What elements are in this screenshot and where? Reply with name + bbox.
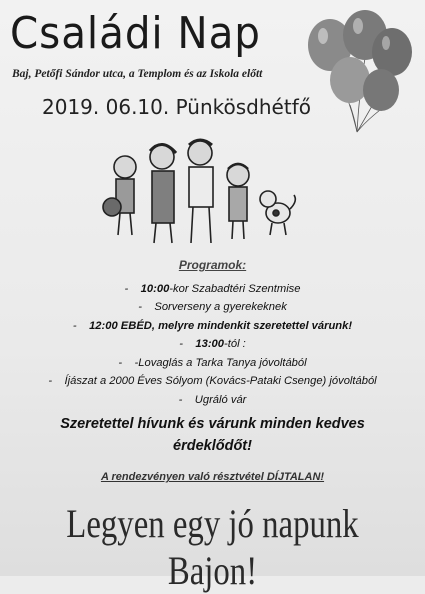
program-item: - Íjászat a 2000 Éves Sólyom (Kovács-Pataki Csenge) jóvoltából	[48, 375, 377, 387]
footer-slogan: Legyen egy jó napunk Bajon!	[66, 501, 359, 593]
invitation-line-2: érdeklődőt!	[173, 438, 252, 454]
location-text: Baj, Petőfi Sándor utca, a Templom és az Iskola előtt	[12, 68, 263, 80]
program-item: - -Lovaglás a Tarka Tanya jóvoltából	[118, 356, 307, 369]
program-section	[0, 256, 425, 409]
program-item: - 12:00 EBÉD, melyre mindenkit szeretettel várunk!	[72, 319, 353, 332]
balloons-icon	[295, 10, 420, 135]
free-entry-notice: A rendezvényen való résztvétel DÍJTALAN!	[100, 471, 325, 483]
program-item: - Sorverseny a gyerekeknek	[138, 301, 287, 313]
program-item: - Ugráló vár	[178, 393, 247, 406]
page-title: Családi Nap	[10, 8, 261, 59]
program-item: - 10:00-kor Szabadtéri Szentmise	[124, 282, 301, 295]
family-drawing-icon	[90, 135, 310, 250]
program-item: - 13:00-tól :	[179, 338, 246, 350]
event-date: 2019. 06.10. Pünkösdhétfő	[42, 95, 311, 119]
invitation-line-1: Szeretettel hívunk és várunk minden kedves	[60, 416, 365, 432]
program-heading: Programok:	[178, 258, 247, 272]
invitation-text	[0, 413, 425, 457]
